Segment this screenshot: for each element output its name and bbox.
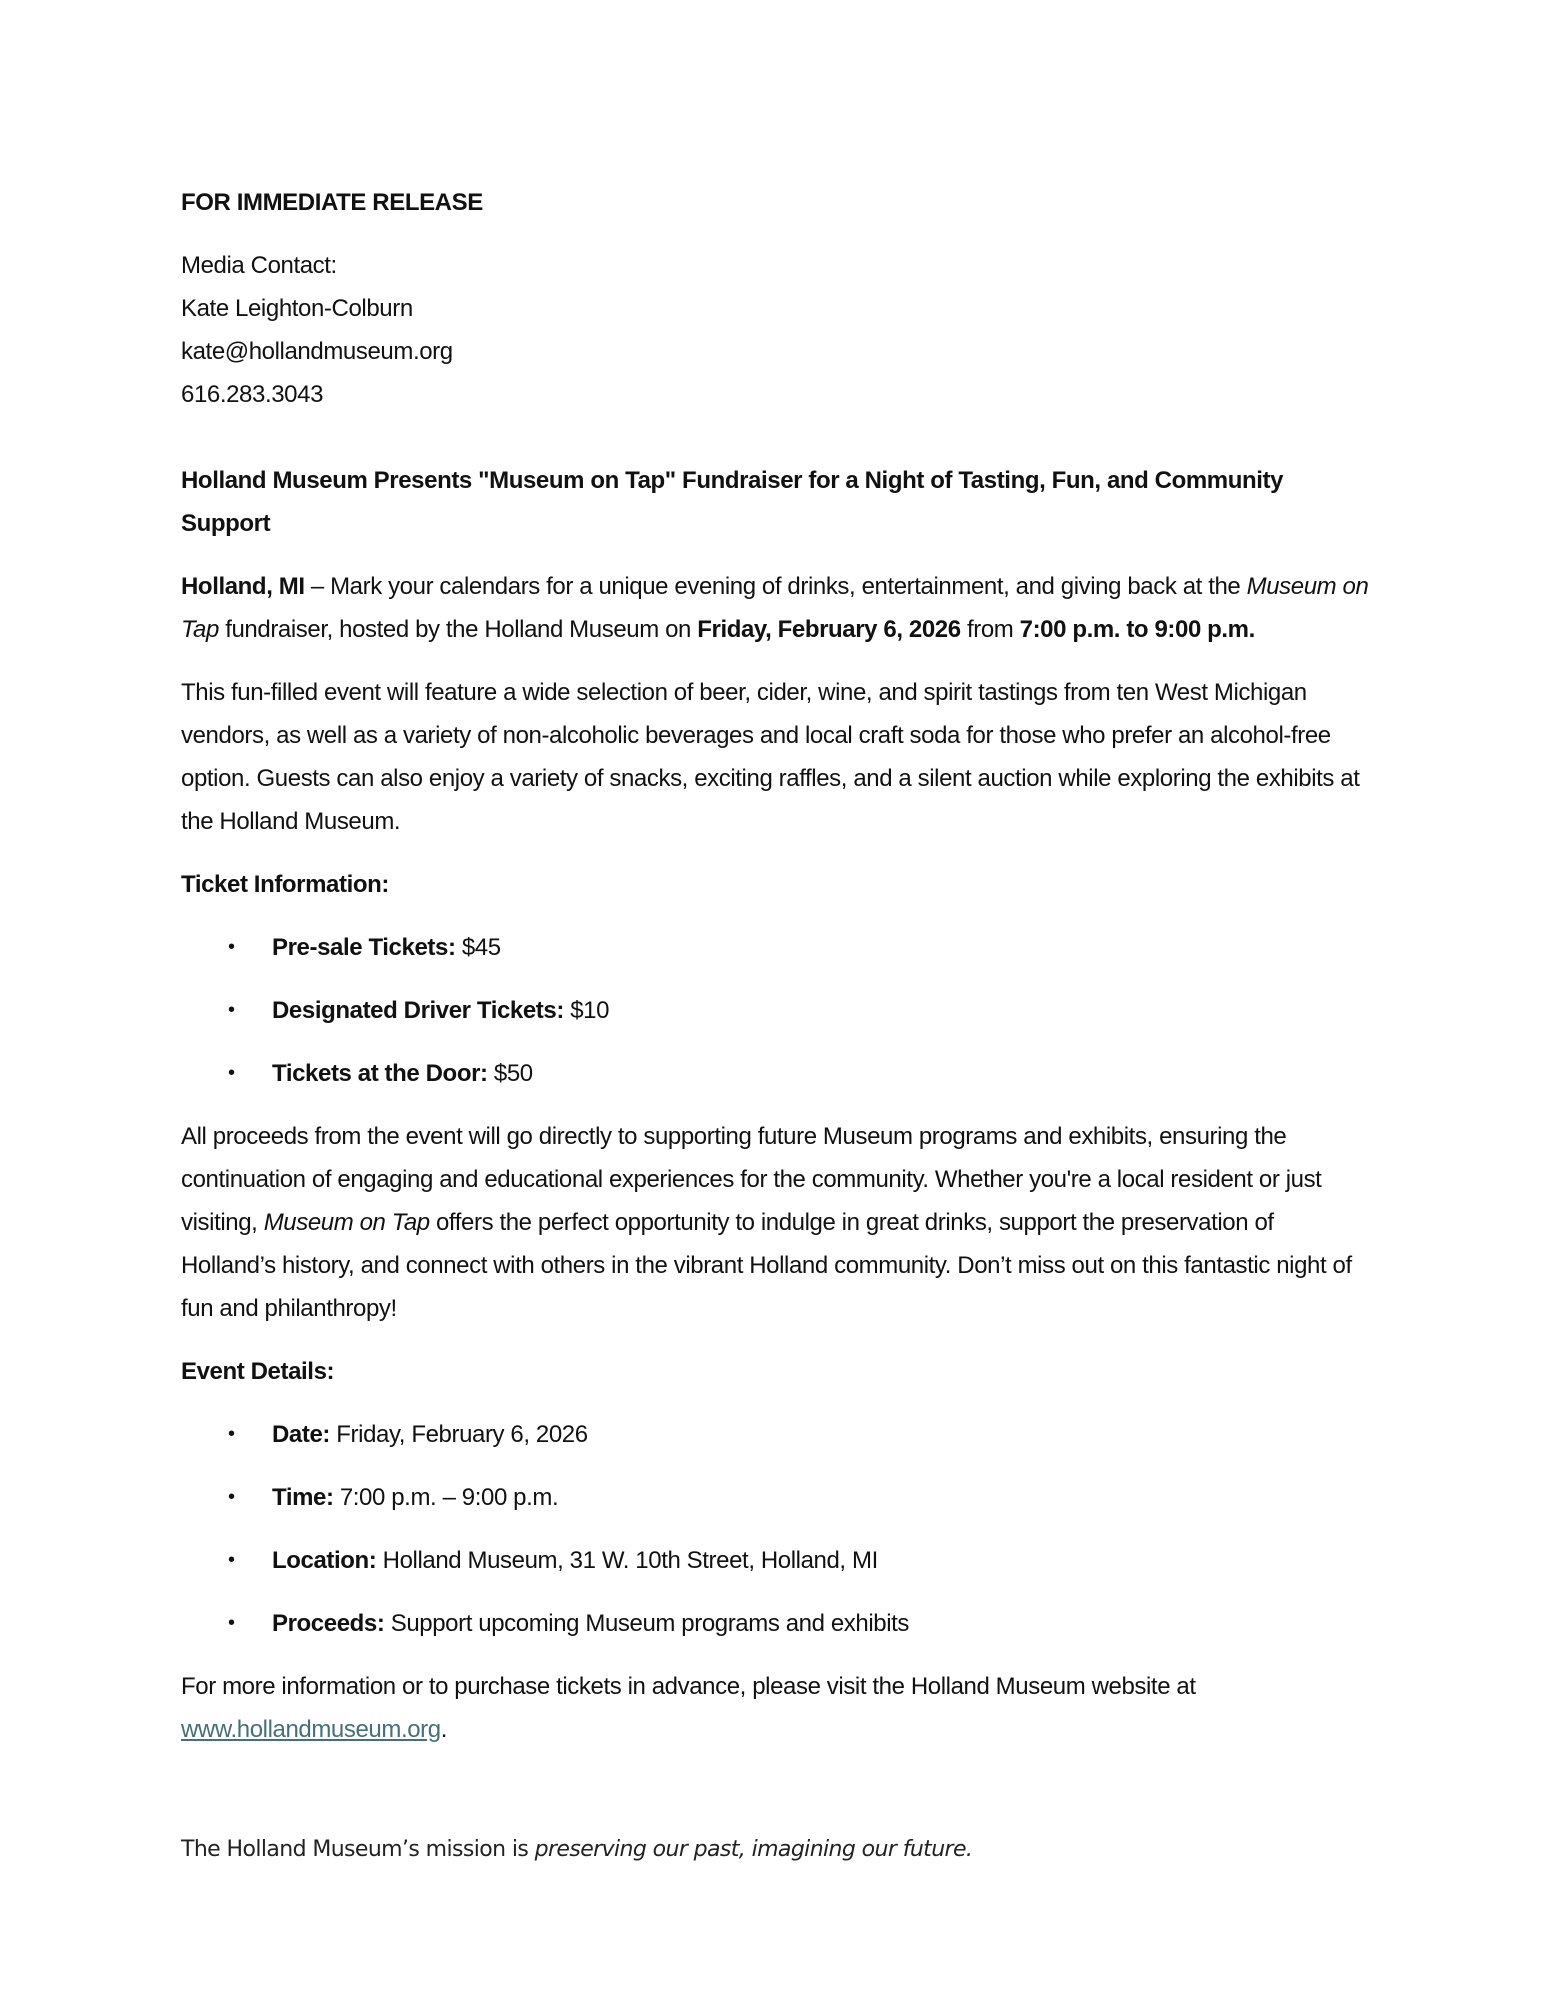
details-list [181,1413,1371,1645]
tickets-heading: Ticket Information: [181,871,389,898]
list-item: • Location: Holland Museum, 31 W. 10th Street, Holland, MI [181,1539,1371,1582]
bullet-icon: • [228,999,235,1021]
bullet-icon: • [228,1549,235,1571]
contact-name: Kate Leighton-Colburn [181,295,413,322]
list-item: • Proceeds: Support upcoming Museum programs and exhibits [181,1602,1371,1645]
bullet-icon: • [228,936,235,958]
bullet-icon: • [228,1062,235,1084]
contact-email: kate@hollandmuseum.org [181,338,453,365]
headline: Holland Museum Presents "Museum on Tap" Fundraiser for a Night of Tasting, Fun, and Community Support [181,467,1284,537]
more-info-paragraph: For more information or to purchase tickets in advance, please visit the Holland Museum website at www.hollandmuseum.org. [181,1673,1196,1743]
release-label: FOR IMMEDIATE RELEASE [181,189,483,216]
list-item: • Pre-sale Tickets: $45 [181,926,1371,969]
list-item: • Time: 7:00 p.m. – 9:00 p.m. [181,1476,1371,1519]
contact-label: Media Contact: [181,252,337,279]
description-paragraph: This fun-filled event will feature a wide selection of beer, cider, wine, and spirit tastings from ten West Michigan vendors, as well as a variety of non-alcoholic beverages and local craft soda for those who prefer an alcohol-free option. Guests can also enjoy a variety of snacks, exciting raffles, and a silent auction while exploring the exhibits at the Holland Museum. [181,679,1360,835]
list-item: • Designated Driver Tickets: $10 [181,989,1371,1032]
details-heading: Event Details: [181,1358,335,1385]
tickets-list [181,926,1371,1095]
intro-paragraph: Holland, MI – Mark your calendars for a unique evening of drinks, entertainment, and giving back at the Museum on Tap fundraiser, hosted by the Holland Museum on Friday, February 6, 2026 from 7:00 p.m. to 9:00 p.m. [181,573,1369,643]
mission-statement: The Holland Museum’s mission is preserving our past, imagining our future. [181,1837,973,1862]
bullet-icon: • [228,1612,235,1634]
proceeds-paragraph: All proceeds from the event will go directly to supporting future Museum programs and exhibits, ensuring the continuation of engaging and educational experiences for the community. Whether you're a local resident or just visiting, Museum on Tap offers the perfect opportunity to indulge in great drinks, support the preservation of Holland’s history, and connect with others in the vibrant Holland community. Don’t miss out on this fantastic night of fun and philanthropy! [181,1123,1352,1322]
website-link[interactable]: www.hollandmuseum.org [181,1716,441,1743]
list-item: • Date: Friday, February 6, 2026 [181,1413,1371,1456]
bullet-icon: • [228,1486,235,1508]
bullet-icon: • [228,1423,235,1445]
press-release [181,181,1371,1891]
contact-phone: 616.283.3043 [181,381,324,408]
list-item: • Tickets at the Door: $50 [181,1052,1371,1095]
